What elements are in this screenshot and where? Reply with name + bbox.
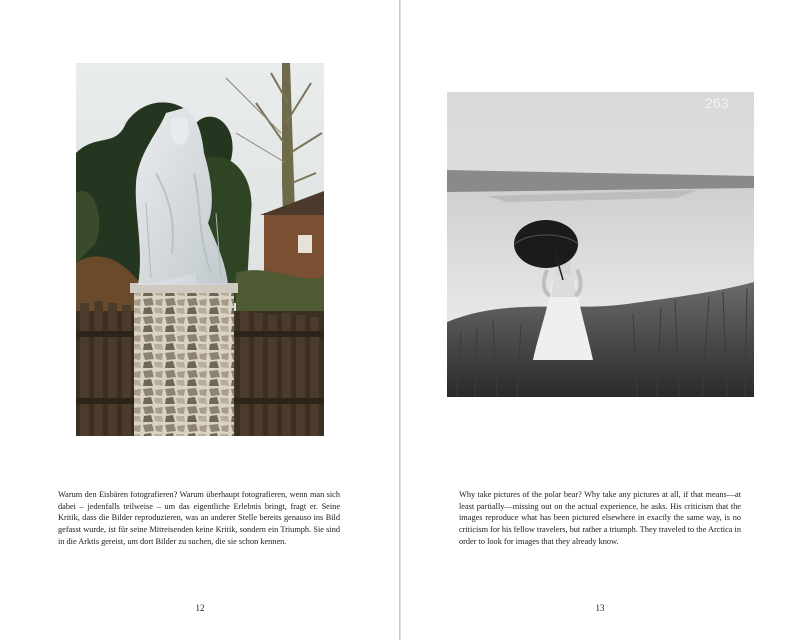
woman-with-parasol-photo <box>447 92 754 397</box>
page-number-left: 12 <box>195 603 205 613</box>
left-page <box>0 0 399 640</box>
english-body-paragraph: Why take pictures of the polar bear? Why take any pictures at all, if that means—at least partially—missing out on the actual experience, he asks. His criticism that the images reproduce what has been pictured elsewhere in exactly the same way, is no criticism for his fellow travelers, but rather a triumph. They traveled to the Arctica in order to look for images that they already know. <box>459 490 741 546</box>
page-number-right: 13 <box>595 603 605 613</box>
right-page <box>401 0 800 640</box>
veiled-statue-photo <box>76 63 324 436</box>
german-body-paragraph: Warum den Eisbären fotografieren? Warum überhaupt fotografieren, wenn man sich dabei – jedenfalls teilweise – um das eigentliche Erlebnis bringt, fragt er. Seine Kritik, dass die Bilder reproduzieren, was an anderer Stelle bereits genauso ins Bild gefasst wurde, ist für seine Mitreisenden keine Kritik, sondern ein Triumph. Sie sind in die Arktis gereist, um dort Bilder zu suchen, die sie schon kennen. <box>58 490 340 546</box>
photo-archive-number: 263 <box>705 95 729 111</box>
